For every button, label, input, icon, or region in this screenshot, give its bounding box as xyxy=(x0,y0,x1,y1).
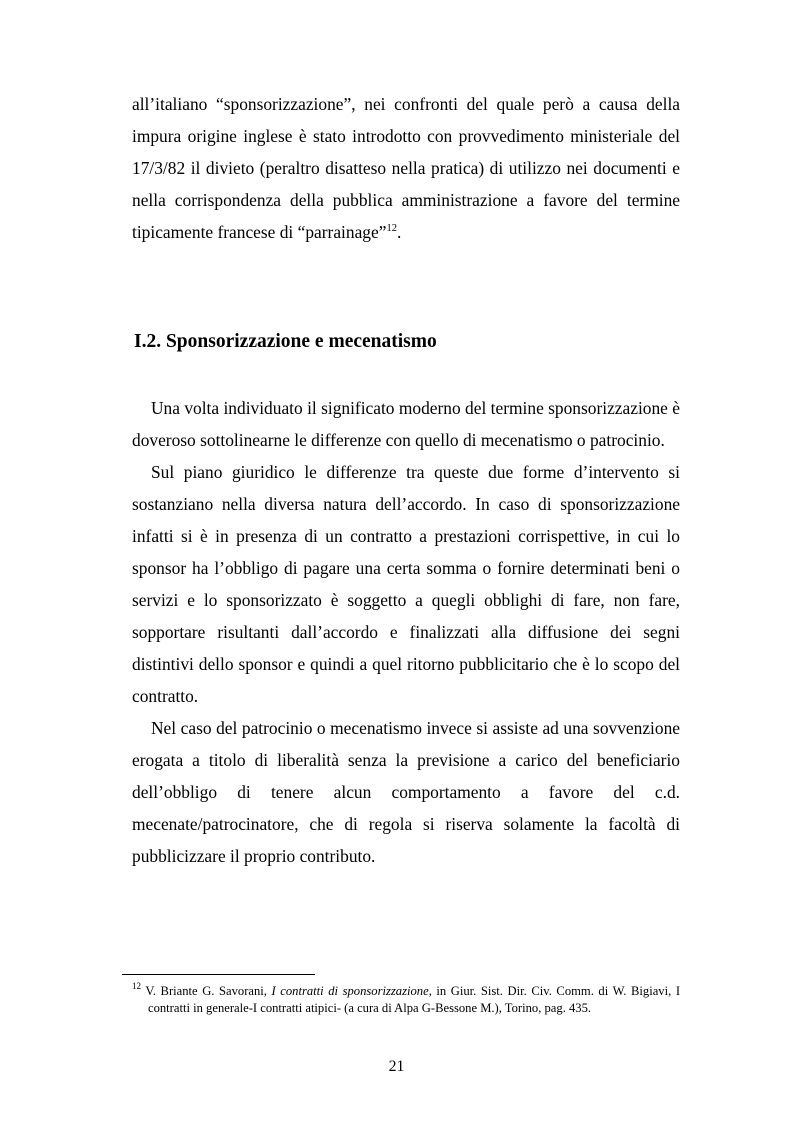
page-number: 21 xyxy=(388,1058,405,1075)
intro-body: all’italiano “sponsorizzazione”, nei confronti del quale però a causa della impura origine inglese è stato introdotto con provvedimento ministeriale del 17/3/82 il divieto (peraltro disatteso nella pratica) di utilizzo nei documenti e nella corrispondenza della pubblica amministrazione a favore del termine tipicamente francese di “parrainage” xyxy=(132,94,680,242)
footnote xyxy=(132,983,680,1017)
paragraph-3: Nel caso del patrocinio o mecenatismo invece si assiste ad una sovvenzione erogata a titolo di liberalità senza la previsione a carico del beneficiario dell’obbligo di tenere alcun comportamento a favore del c.d. mecenate/patrocinatore, che di regola si riserva solamente la facoltà di pubblicizzare il proprio contributo. xyxy=(132,718,680,866)
footnote-number: 12 xyxy=(132,981,141,991)
footnote-reference: 12 xyxy=(386,223,397,234)
intro-text xyxy=(132,88,680,248)
intro-paragraph xyxy=(132,88,680,248)
footnote-source: , in Giur. Sist. Dir. Civ. Comm. di W. Bigiavi, I contratti in generale-I contratti atipici- (a cura di Alpa G-Bessone M.), Torino, pag. 435. xyxy=(148,984,681,1015)
footnote-authors: V. Briante G. Savorani, xyxy=(145,984,267,998)
paragraph-1: Una volta individuato il significato moderno del termine sponsorizzazione è doveroso sottolinearne le differenze con quello di mecenatismo o patrocinio. xyxy=(132,398,680,450)
section-body xyxy=(132,392,680,872)
section-heading: I.2. Sponsorizzazione e mecenatismo xyxy=(134,331,437,352)
footnote-separator xyxy=(122,974,315,975)
intro-end: . xyxy=(396,222,402,242)
paragraph-2: Sul piano giuridico le differenze tra queste due forme d’intervento si sostanziano nella diversa natura dell’accordo. In caso di sponsorizzazione infatti si è in presenza di un contratto a prestazioni corrispettive, in cui lo sponsor ha l’obbligo di pagare una certa somma o fornire determinati beni o servizi e lo sponsorizzato è soggetto a quegli obblighi di fare, non fare, sopportare risultanti dall’accordo e finalizzati alla diffusione dei segni distintivi dello sponsor e quindi a quel ritorno pubblicitario che è lo scopo del contratto. xyxy=(132,462,680,706)
footnote-text xyxy=(132,983,680,1017)
footnote-title: I contratti di sponsorizzazione xyxy=(271,984,429,998)
